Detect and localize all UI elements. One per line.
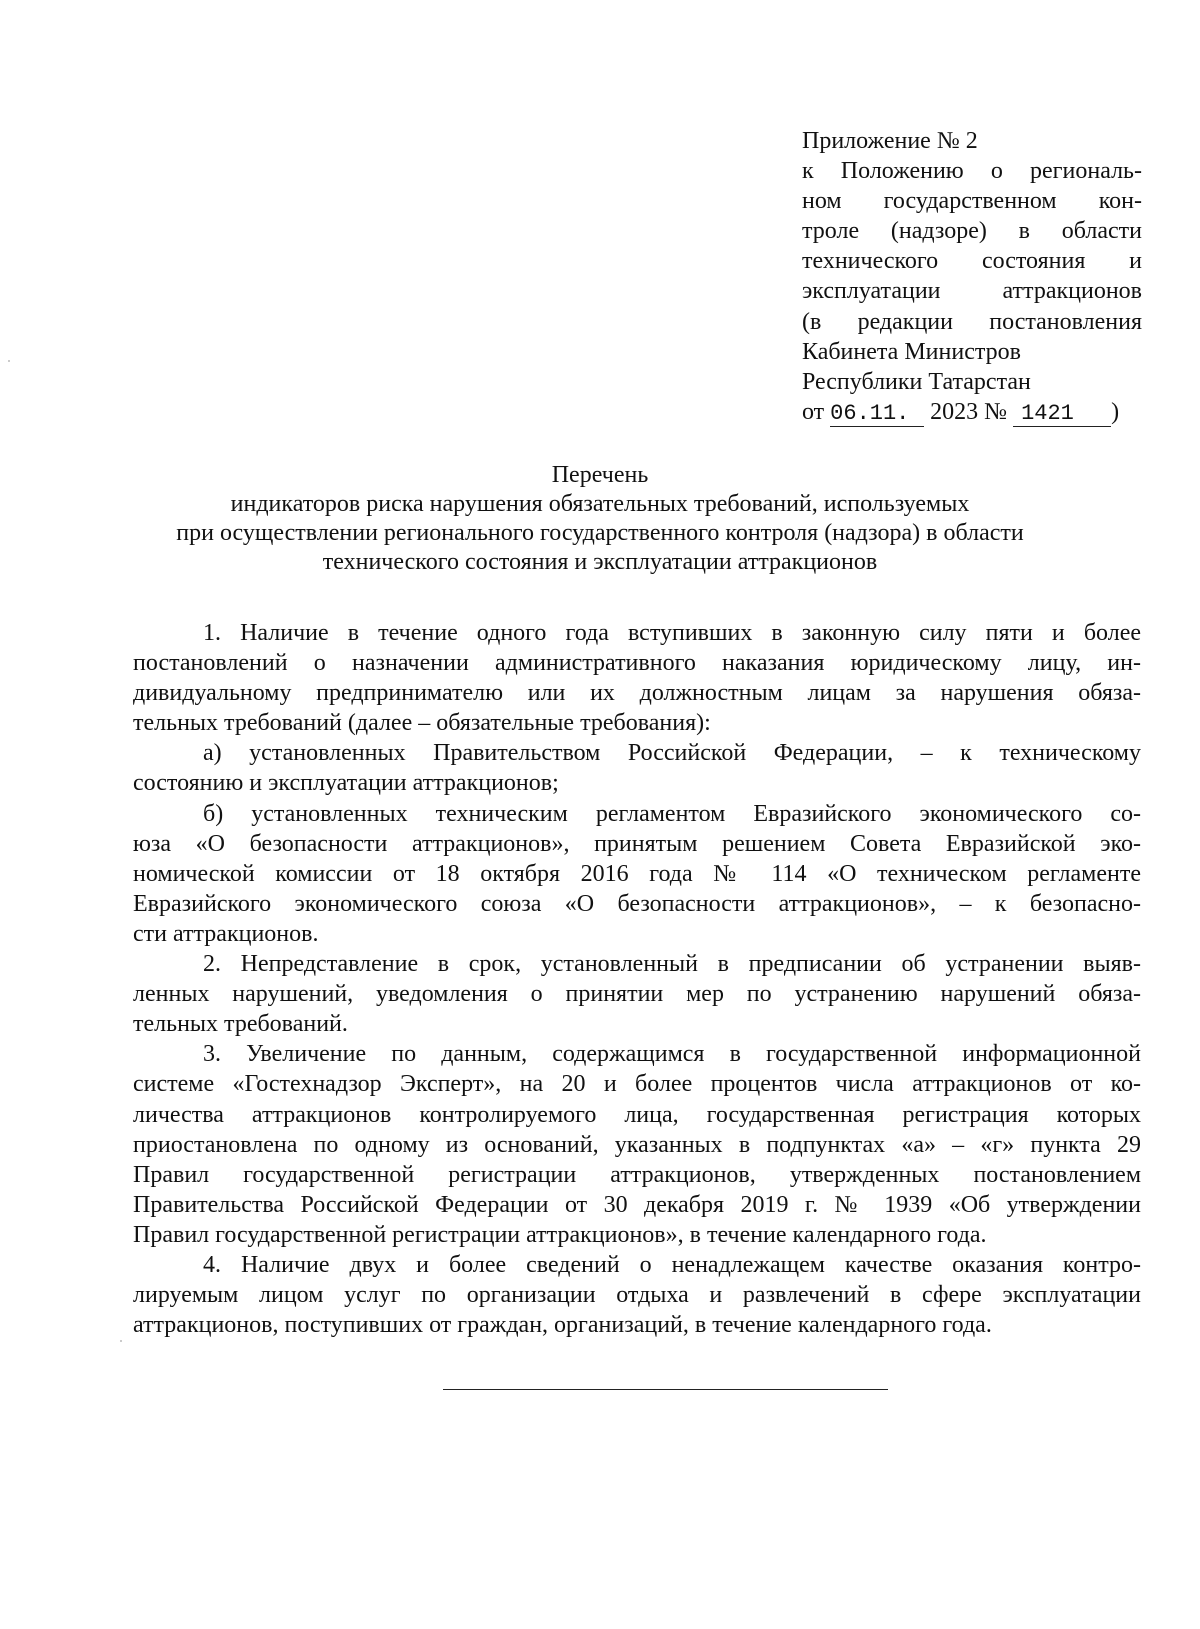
title-line: технического состояния и эксплуатации аттракционов bbox=[322, 549, 878, 575]
paragraph-line: 4. Наличие двух и более сведений о ненадлежащем качестве оказания контро- bbox=[203, 1251, 1141, 1278]
appendix-line: ном государственном кон- bbox=[802, 188, 1142, 215]
paragraph-line: Правительства Российской Федерации от 30 декабря 2019 г. № 1939 «Об утверждении bbox=[133, 1191, 1141, 1218]
paragraph-line: сти аттракционов. bbox=[133, 920, 319, 947]
title-line: при осуществлении регионального государственного контроля (надзора) в области bbox=[176, 520, 1024, 546]
paragraph-5 bbox=[133, 1039, 1141, 1250]
paragraph-line: тельных требований. bbox=[133, 1011, 348, 1038]
paragraph-line: личества аттракционов контролируемого лица, государственная регистрация которых bbox=[133, 1101, 1141, 1128]
paragraph-line: ленных нарушений, уведомления о принятии мер по устранению нарушений обяза- bbox=[133, 981, 1141, 1008]
paragraph-line: тельных требований (далее – обязательные требования): bbox=[133, 710, 711, 737]
appendix-line: к Положению о региональ- bbox=[802, 158, 1142, 185]
paragraph-line: б) установленных техническим регламентом Евразийского экономического со- bbox=[203, 800, 1141, 827]
paragraph-line: а) установленных Правительством Российской Федерации, – к техническому bbox=[203, 740, 1141, 767]
scan-speck bbox=[120, 1340, 122, 1342]
document-title bbox=[130, 461, 1070, 577]
paragraph-2 bbox=[133, 738, 1141, 798]
paragraph-line: 2. Непредставление в срок, установленный в предписании об устранении выяв- bbox=[203, 951, 1141, 978]
end-rule bbox=[443, 1389, 888, 1390]
appendix-line: Приложение № 2 bbox=[802, 128, 978, 154]
paragraph-3 bbox=[133, 799, 1141, 949]
appendix-line: троле (надзоре) в области bbox=[802, 218, 1142, 245]
paragraph-line: номической комиссии от 18 октября 2016 года № 114 «О техническом регламенте bbox=[133, 860, 1141, 887]
title-heading: Перечень bbox=[551, 462, 649, 488]
paragraph-line: 1. Наличие в течение одного года вступивших в законную силу пяти и более bbox=[203, 620, 1141, 646]
paragraph-4 bbox=[133, 949, 1141, 1039]
document-body bbox=[133, 618, 1141, 1340]
title-line: индикаторов риска нарушения обязательных требований, используемых bbox=[230, 491, 970, 517]
paragraph-line: аттракционов, поступивших от граждан, организаций, в течение календарного года. bbox=[133, 1312, 992, 1339]
paragraph-line: 3. Увеличение по данным, содержащимся в государственной информационной bbox=[203, 1041, 1141, 1068]
decree-number-field: 1421 bbox=[1013, 402, 1111, 427]
appendix-line: Республики Татарстан bbox=[802, 368, 1031, 395]
paragraph-1 bbox=[133, 618, 1141, 738]
paragraph-line: Правил государственной регистрации аттракционов», в течение календарного года. bbox=[133, 1221, 987, 1248]
decree-year: 2023 № bbox=[930, 398, 1008, 425]
paragraph-line: системе «Гостехнадзор Эксперт», на 20 и более процентов числа аттракционов от ко- bbox=[133, 1071, 1141, 1098]
paragraph-line: постановлений о назначении административного наказания юридическому лицу, ин- bbox=[133, 650, 1141, 677]
paragraph-line: лируемым лицом услуг по организации отдыха и развлечений в сфере эксплуатации bbox=[133, 1282, 1141, 1309]
date-prefix: от bbox=[802, 398, 825, 425]
paragraph-line: состоянию и эксплуатации аттракционов; bbox=[133, 770, 559, 797]
paragraph-line: Евразийского экономического союза «О безопасности аттракционов», – к безопасно- bbox=[133, 890, 1141, 917]
decree-date-field: 06.11. bbox=[830, 402, 924, 427]
decree-date-line bbox=[802, 397, 1142, 427]
appendix-line: Кабинета Министров bbox=[802, 338, 1021, 365]
paragraph-line: Правил государственной регистрации аттракционов, утвержденных постановлением bbox=[133, 1161, 1141, 1188]
appendix-line: технического состояния и bbox=[802, 248, 1142, 275]
paragraph-line: юза «О безопасности аттракционов», принятым решением Совета Евразийской эко- bbox=[133, 830, 1141, 857]
paragraph-line: приостановлена по одному из оснований, указанных в подпунктах «а» – «г» пункта 29 bbox=[133, 1131, 1141, 1158]
paragraph-line: дивидуальному предпринимателю или их должностным лицам за нарушения обяза- bbox=[133, 680, 1141, 707]
scan-speck bbox=[8, 360, 10, 362]
appendix-line: (в редакции постановления bbox=[802, 308, 1142, 335]
paragraph-6 bbox=[133, 1250, 1141, 1340]
appendix-block bbox=[802, 126, 1142, 427]
appendix-line: эксплуатации аттракционов bbox=[802, 278, 1142, 305]
closing-paren: ) bbox=[1111, 398, 1120, 425]
